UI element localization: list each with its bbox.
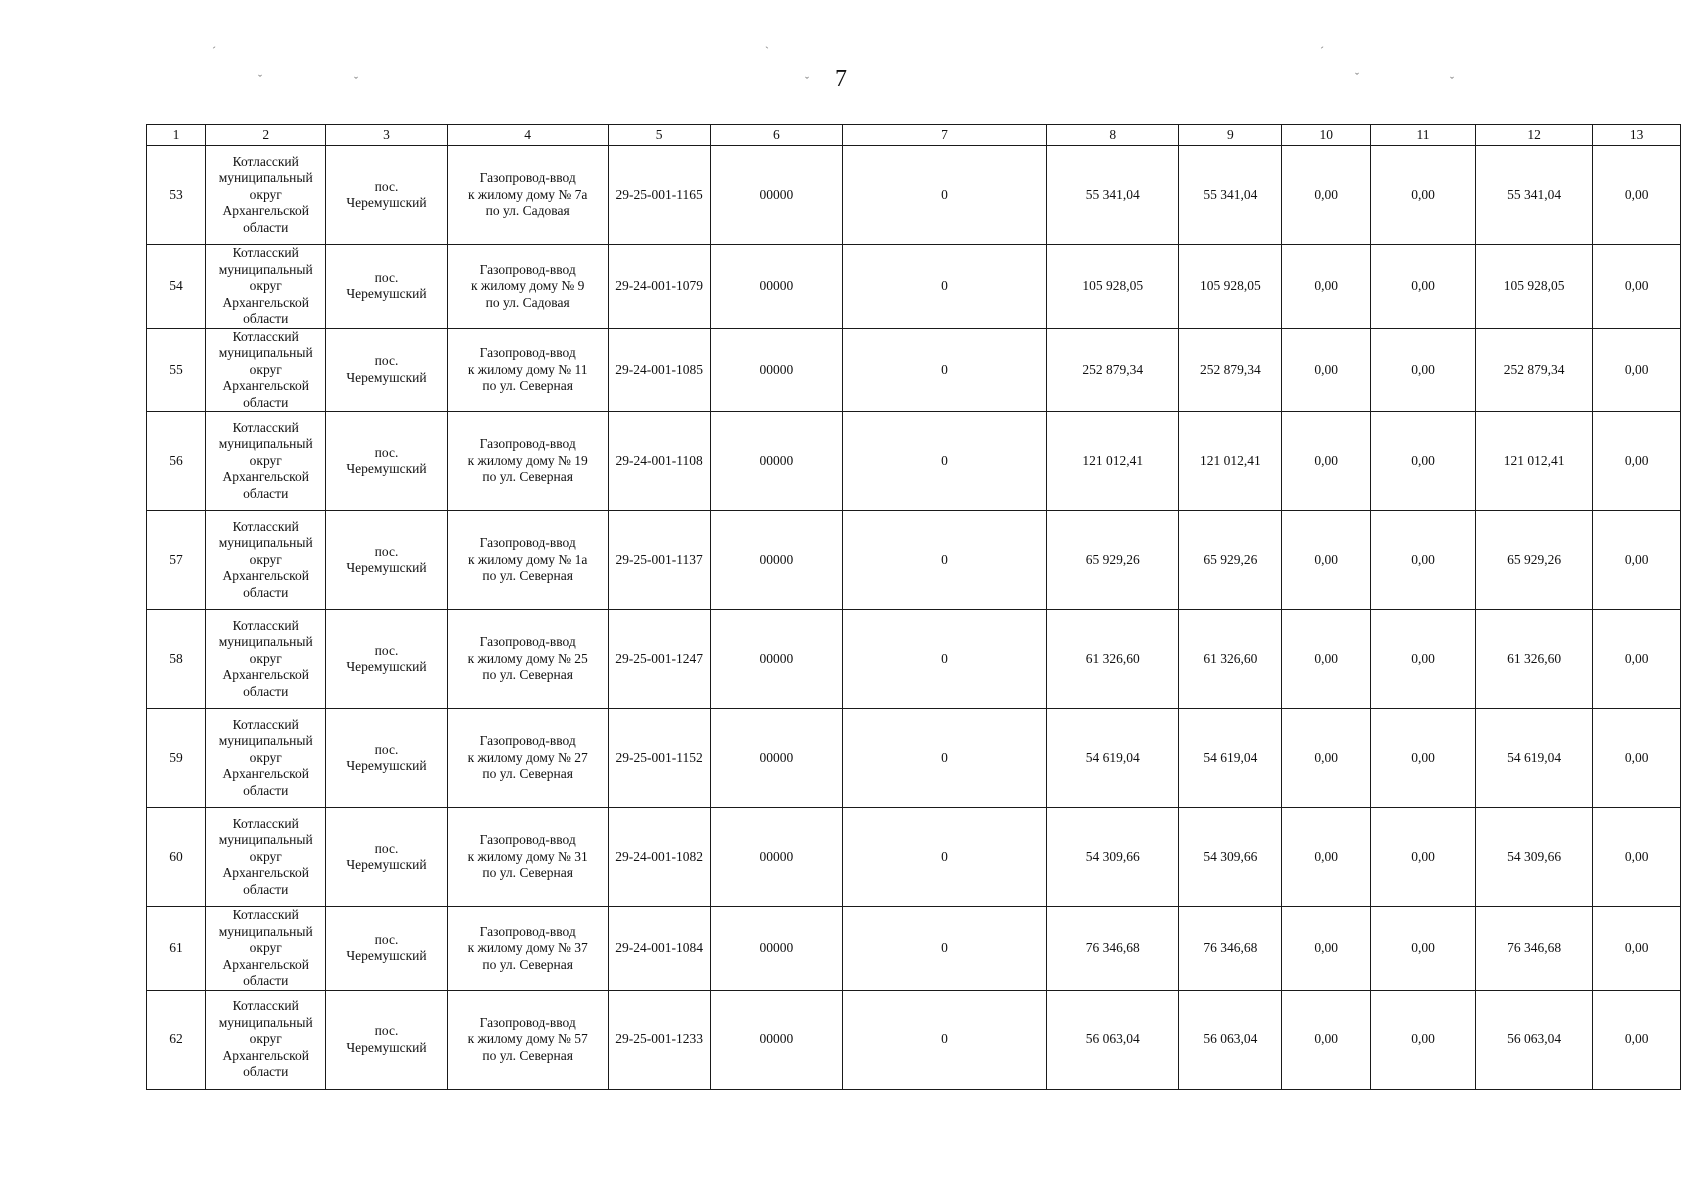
- column-13-value-cell: 0,00: [1593, 245, 1681, 329]
- municipality-cell-line: муниципальный: [218, 923, 313, 939]
- object-name-cell-line: по ул. Садовая: [485, 294, 570, 310]
- object-name-cell-line: к жилому дому № 11: [467, 361, 588, 377]
- column-11-value-cell: 0,00: [1371, 146, 1476, 245]
- settlement-cell-line: пос.: [374, 353, 399, 369]
- column-number-header: 5: [608, 125, 710, 146]
- object-name-cell-line: к жилому дому № 19: [467, 452, 588, 468]
- column-9-value-cell: 54 619,04: [1179, 709, 1282, 808]
- cadastral-number-cell: 29-25-001-1137: [608, 511, 710, 610]
- municipality-cell-line: области: [243, 584, 289, 600]
- column-9-value-cell: 54 309,66: [1179, 808, 1282, 907]
- settlement-cell: [326, 808, 447, 907]
- object-name-cell: [447, 808, 608, 907]
- column-number-header: 7: [843, 125, 1047, 146]
- table-body: [147, 146, 1681, 1090]
- column-13-value-cell: 0,00: [1593, 412, 1681, 511]
- municipality-cell-line: округ: [249, 452, 282, 468]
- column-9-value-cell: 252 879,34: [1179, 328, 1282, 412]
- settlement-cell: [326, 245, 447, 329]
- settlement-cell: [326, 907, 447, 991]
- settlement-cell-line: пос.: [374, 840, 399, 856]
- municipality-cell-line: муниципальный: [218, 535, 313, 551]
- column-number-row: [147, 125, 1681, 146]
- municipality-cell-line: области: [243, 394, 289, 410]
- code-cell: 00000: [710, 709, 843, 808]
- code-cell: 00000: [710, 990, 843, 1089]
- municipality-cell-line: округ: [249, 551, 282, 567]
- object-name-cell-line: Газопровод-ввод: [479, 436, 576, 452]
- municipality-cell-line: Архангельской: [222, 469, 309, 485]
- settlement-cell-line: Черемушский: [346, 1039, 427, 1055]
- municipality-cell-line: области: [243, 219, 289, 235]
- column-7-cell: 0: [843, 245, 1047, 329]
- table-row: [147, 808, 1681, 907]
- settlement-cell-line: Черемушский: [346, 659, 427, 674]
- object-name-cell-line: Газопровод-ввод: [479, 261, 576, 277]
- column-7-cell: 0: [843, 328, 1047, 412]
- row-number-cell: 56: [147, 412, 206, 511]
- column-12-value-cell: 54 309,66: [1476, 808, 1593, 907]
- column-7-cell: 0: [843, 511, 1047, 610]
- municipality-cell-line: области: [243, 1064, 289, 1080]
- municipality-cell-line: округ: [249, 361, 282, 377]
- object-name-cell: [447, 990, 608, 1089]
- settlement-cell-line: пос.: [374, 444, 399, 460]
- column-10-value-cell: 0,00: [1282, 412, 1371, 511]
- column-10-value-cell: 0,00: [1282, 146, 1371, 245]
- object-name-cell: [447, 610, 608, 709]
- code-cell: 00000: [710, 808, 843, 907]
- settlement-cell-line: пос.: [374, 642, 399, 658]
- table-row: [147, 610, 1681, 709]
- column-10-value-cell: 0,00: [1282, 511, 1371, 610]
- municipality-cell-line: округ: [249, 278, 282, 293]
- object-name-cell-line: к жилому дому № 25: [467, 650, 588, 666]
- municipality-cell-line: округ: [249, 650, 282, 666]
- municipality-cell-line: округ: [249, 749, 282, 765]
- column-10-value-cell: 0,00: [1282, 245, 1371, 329]
- object-name-cell-line: по ул. Северная: [482, 865, 573, 881]
- object-name-cell: [447, 907, 608, 991]
- table-row: [147, 511, 1681, 610]
- column-12-value-cell: 55 341,04: [1476, 146, 1593, 245]
- object-name-cell-line: к жилому дому № 37: [467, 940, 588, 955]
- object-name-cell-line: по ул. Северная: [482, 378, 573, 393]
- cadastral-number-cell: 29-25-001-1233: [608, 990, 710, 1089]
- row-number-cell: 54: [147, 245, 206, 329]
- column-number-header: 8: [1046, 125, 1179, 146]
- column-11-value-cell: 0,00: [1371, 907, 1476, 991]
- column-11-value-cell: 0,00: [1371, 511, 1476, 610]
- municipality-cell-line: муниципальный: [218, 436, 313, 452]
- column-number-header: 10: [1282, 125, 1371, 146]
- scan-speck: ˊ: [212, 44, 216, 58]
- table-row: [147, 412, 1681, 511]
- settlement-cell-line: Черемушский: [346, 948, 427, 964]
- settlement-cell-line: Черемушский: [346, 195, 427, 210]
- row-number-cell: 59: [147, 709, 206, 808]
- column-12-value-cell: 121 012,41: [1476, 412, 1593, 511]
- cadastral-number-cell: 29-25-001-1152: [608, 709, 710, 808]
- municipality-cell-line: Котласский: [232, 419, 299, 435]
- code-cell: 00000: [710, 907, 843, 991]
- cadastral-number-cell: 29-24-001-1079: [608, 245, 710, 329]
- column-10-value-cell: 0,00: [1282, 990, 1371, 1089]
- column-7-cell: 0: [843, 412, 1047, 511]
- object-name-cell-line: по ул. Северная: [482, 766, 573, 782]
- column-number-header: 3: [326, 125, 447, 146]
- table-row: [147, 146, 1681, 245]
- column-number-header: 12: [1476, 125, 1593, 146]
- object-name-cell-line: к жилому дому № 57: [467, 1031, 588, 1047]
- column-12-value-cell: 105 928,05: [1476, 245, 1593, 329]
- cadastral-number-cell: 29-24-001-1082: [608, 808, 710, 907]
- municipality-cell-line: области: [243, 782, 289, 798]
- municipality-cell-line: округ: [249, 940, 282, 955]
- property-register-table: [146, 124, 1681, 1090]
- column-number-header: 4: [447, 125, 608, 146]
- column-11-value-cell: 0,00: [1371, 245, 1476, 329]
- settlement-cell-line: Черемушский: [346, 857, 427, 872]
- table-row: [147, 328, 1681, 412]
- column-13-value-cell: 0,00: [1593, 610, 1681, 709]
- municipality-cell-line: области: [243, 683, 289, 699]
- column-8-value-cell: 61 326,60: [1046, 610, 1179, 709]
- code-cell: 00000: [710, 146, 843, 245]
- code-cell: 00000: [710, 610, 843, 709]
- municipality-cell: [206, 808, 326, 907]
- column-9-value-cell: 61 326,60: [1179, 610, 1282, 709]
- column-9-value-cell: 55 341,04: [1179, 146, 1282, 245]
- municipality-cell-line: муниципальный: [218, 1014, 313, 1030]
- municipality-cell-line: Котласский: [232, 815, 299, 831]
- code-cell: 00000: [710, 511, 843, 610]
- object-name-cell-line: по ул. Северная: [482, 956, 573, 972]
- row-number-cell: 58: [147, 610, 206, 709]
- settlement-cell-line: пос.: [374, 178, 399, 194]
- column-8-value-cell: 121 012,41: [1046, 412, 1179, 511]
- settlement-cell-line: пос.: [374, 269, 399, 285]
- municipality-cell-line: области: [243, 485, 289, 501]
- column-13-value-cell: 0,00: [1593, 709, 1681, 808]
- column-number-header: 13: [1593, 125, 1681, 146]
- settlement-cell: [326, 511, 447, 610]
- object-name-cell-line: Газопровод-ввод: [479, 1014, 576, 1030]
- column-11-value-cell: 0,00: [1371, 412, 1476, 511]
- cadastral-number-cell: 29-24-001-1108: [608, 412, 710, 511]
- column-13-value-cell: 0,00: [1593, 990, 1681, 1089]
- municipality-cell: [206, 511, 326, 610]
- row-number-cell: 61: [147, 907, 206, 991]
- object-name-cell-line: Газопровод-ввод: [479, 634, 576, 650]
- municipality-cell-line: области: [243, 311, 289, 326]
- settlement-cell-line: пос.: [374, 741, 399, 757]
- object-name-cell-line: Газопровод-ввод: [479, 345, 576, 360]
- column-8-value-cell: 105 928,05: [1046, 245, 1179, 329]
- municipality-cell-line: муниципальный: [218, 261, 313, 277]
- scan-speck: ˇ: [354, 74, 358, 88]
- scan-speck: ˇ: [1450, 74, 1454, 88]
- municipality-cell: [206, 146, 326, 245]
- column-11-value-cell: 0,00: [1371, 709, 1476, 808]
- object-name-cell-line: к жилому дому № 31: [467, 848, 588, 864]
- object-name-cell: [447, 328, 608, 412]
- column-9-value-cell: 105 928,05: [1179, 245, 1282, 329]
- column-12-value-cell: 252 879,34: [1476, 328, 1593, 412]
- row-number-cell: 60: [147, 808, 206, 907]
- column-13-value-cell: 0,00: [1593, 146, 1681, 245]
- column-number-header: 9: [1179, 125, 1282, 146]
- municipality-cell-line: Котласский: [232, 617, 299, 633]
- column-13-value-cell: 0,00: [1593, 328, 1681, 412]
- settlement-cell-line: Черемушский: [346, 369, 427, 385]
- settlement-cell: [326, 709, 447, 808]
- column-11-value-cell: 0,00: [1371, 808, 1476, 907]
- municipality-cell: [206, 907, 326, 991]
- settlement-cell-line: пос.: [374, 931, 399, 947]
- column-12-value-cell: 61 326,60: [1476, 610, 1593, 709]
- municipality-cell: [206, 328, 326, 412]
- settlement-cell-line: Черемушский: [346, 286, 427, 302]
- column-number-header: 2: [206, 125, 326, 146]
- column-10-value-cell: 0,00: [1282, 328, 1371, 412]
- municipality-cell-line: муниципальный: [218, 170, 313, 186]
- column-8-value-cell: 54 309,66: [1046, 808, 1179, 907]
- settlement-cell-line: Черемушский: [346, 461, 427, 476]
- municipality-cell-line: Архангельской: [222, 568, 309, 584]
- column-8-value-cell: 55 341,04: [1046, 146, 1179, 245]
- object-name-cell-line: к жилому дому № 7а: [467, 186, 588, 202]
- settlement-cell: [326, 146, 447, 245]
- municipality-cell-line: муниципальный: [218, 832, 313, 848]
- table-row: [147, 245, 1681, 329]
- municipality-cell-line: муниципальный: [218, 345, 313, 360]
- municipality-cell-line: Архангельской: [222, 865, 309, 881]
- object-name-cell: [447, 511, 608, 610]
- column-number-header: 1: [147, 125, 206, 146]
- settlement-cell-line: Черемушский: [346, 560, 427, 575]
- municipality-cell: [206, 412, 326, 511]
- municipality-cell: [206, 610, 326, 709]
- column-8-value-cell: 252 879,34: [1046, 328, 1179, 412]
- cadastral-number-cell: 29-25-001-1165: [608, 146, 710, 245]
- cadastral-number-cell: 29-24-001-1084: [608, 907, 710, 991]
- code-cell: 00000: [710, 328, 843, 412]
- column-7-cell: 0: [843, 610, 1047, 709]
- object-name-cell-line: Газопровод-ввод: [479, 832, 576, 848]
- cadastral-number-cell: 29-25-001-1247: [608, 610, 710, 709]
- column-12-value-cell: 54 619,04: [1476, 709, 1593, 808]
- municipality-cell-line: Архангельской: [222, 667, 309, 683]
- table-row: [147, 709, 1681, 808]
- object-name-cell-line: Газопровод-ввод: [479, 535, 576, 551]
- page-number: 7: [835, 66, 847, 92]
- object-name-cell-line: Газопровод-ввод: [479, 170, 576, 186]
- column-8-value-cell: 54 619,04: [1046, 709, 1179, 808]
- object-name-cell-line: Газопровод-ввод: [479, 923, 576, 939]
- column-9-value-cell: 76 346,68: [1179, 907, 1282, 991]
- settlement-cell: [326, 328, 447, 412]
- column-12-value-cell: 76 346,68: [1476, 907, 1593, 991]
- column-number-header: 6: [710, 125, 843, 146]
- column-12-value-cell: 65 929,26: [1476, 511, 1593, 610]
- object-name-cell-line: по ул. Северная: [482, 1047, 573, 1063]
- row-number-cell: 53: [147, 146, 206, 245]
- object-name-cell: [447, 412, 608, 511]
- row-number-cell: 62: [147, 990, 206, 1089]
- municipality-cell-line: области: [243, 881, 289, 897]
- column-13-value-cell: 0,00: [1593, 907, 1681, 991]
- column-11-value-cell: 0,00: [1371, 990, 1476, 1089]
- object-name-cell-line: по ул. Северная: [482, 667, 573, 683]
- object-name-cell: [447, 146, 608, 245]
- scan-speck: ˋ: [765, 44, 769, 58]
- municipality-cell-line: Котласский: [232, 153, 299, 169]
- column-7-cell: 0: [843, 146, 1047, 245]
- settlement-cell-line: пос.: [374, 1023, 399, 1038]
- column-7-cell: 0: [843, 808, 1047, 907]
- column-10-value-cell: 0,00: [1282, 610, 1371, 709]
- municipality-cell-line: Котласский: [232, 328, 299, 344]
- scan-speck: ˇ: [1355, 70, 1359, 84]
- municipality-cell-line: Котласский: [232, 907, 299, 922]
- object-name-cell: [447, 709, 608, 808]
- column-8-value-cell: 76 346,68: [1046, 907, 1179, 991]
- column-8-value-cell: 65 929,26: [1046, 511, 1179, 610]
- settlement-cell-line: пос.: [374, 543, 399, 559]
- settlement-cell-line: Черемушский: [346, 758, 427, 773]
- scan-speck: ˇ: [805, 74, 809, 88]
- municipality-cell-line: Архангельской: [222, 294, 309, 310]
- scan-speck: ˇ: [258, 72, 262, 86]
- column-13-value-cell: 0,00: [1593, 511, 1681, 610]
- table-row: [147, 907, 1681, 991]
- object-name-cell-line: по ул. Северная: [482, 469, 573, 485]
- municipality-cell-line: Архангельской: [222, 203, 309, 219]
- municipality-cell: [206, 990, 326, 1089]
- code-cell: 00000: [710, 245, 843, 329]
- cadastral-number-cell: 29-24-001-1085: [608, 328, 710, 412]
- settlement-cell: [326, 610, 447, 709]
- object-name-cell: [447, 245, 608, 329]
- column-10-value-cell: 0,00: [1282, 808, 1371, 907]
- row-number-cell: 57: [147, 511, 206, 610]
- municipality-cell-line: Архангельской: [222, 766, 309, 782]
- column-9-value-cell: 121 012,41: [1179, 412, 1282, 511]
- object-name-cell-line: Газопровод-ввод: [479, 733, 576, 749]
- column-12-value-cell: 56 063,04: [1476, 990, 1593, 1089]
- column-9-value-cell: 56 063,04: [1179, 990, 1282, 1089]
- municipality-cell-line: округ: [249, 848, 282, 864]
- municipality-cell-line: Котласский: [232, 998, 299, 1014]
- column-11-value-cell: 0,00: [1371, 610, 1476, 709]
- municipality-cell-line: области: [243, 973, 289, 988]
- municipality-cell-line: округ: [249, 186, 282, 202]
- municipality-cell: [206, 709, 326, 808]
- table-row: [147, 990, 1681, 1089]
- column-10-value-cell: 0,00: [1282, 709, 1371, 808]
- municipality-cell-line: муниципальный: [218, 733, 313, 749]
- column-11-value-cell: 0,00: [1371, 328, 1476, 412]
- municipality-cell-line: Архангельской: [222, 378, 309, 393]
- column-8-value-cell: 56 063,04: [1046, 990, 1179, 1089]
- column-7-cell: 0: [843, 907, 1047, 991]
- row-number-cell: 55: [147, 328, 206, 412]
- column-7-cell: 0: [843, 709, 1047, 808]
- object-name-cell-line: к жилому дому № 9: [470, 278, 585, 293]
- column-13-value-cell: 0,00: [1593, 808, 1681, 907]
- municipality-cell: [206, 245, 326, 329]
- settlement-cell: [326, 990, 447, 1089]
- column-7-cell: 0: [843, 990, 1047, 1089]
- municipality-cell-line: Архангельской: [222, 956, 309, 972]
- object-name-cell-line: по ул. Садовая: [485, 203, 570, 219]
- column-9-value-cell: 65 929,26: [1179, 511, 1282, 610]
- municipality-cell-line: Котласский: [232, 245, 299, 260]
- column-number-header: 11: [1371, 125, 1476, 146]
- code-cell: 00000: [710, 412, 843, 511]
- scan-speck: ˊ: [1320, 44, 1324, 58]
- object-name-cell-line: к жилому дому № 27: [467, 749, 588, 765]
- municipality-cell-line: муниципальный: [218, 634, 313, 650]
- municipality-cell-line: округ: [249, 1031, 282, 1047]
- municipality-cell-line: Архангельской: [222, 1047, 309, 1063]
- municipality-cell-line: Котласский: [232, 716, 299, 732]
- column-10-value-cell: 0,00: [1282, 907, 1371, 991]
- object-name-cell-line: по ул. Северная: [482, 568, 573, 584]
- municipality-cell-line: Котласский: [232, 518, 299, 534]
- object-name-cell-line: к жилому дому № 1а: [467, 551, 588, 567]
- settlement-cell: [326, 412, 447, 511]
